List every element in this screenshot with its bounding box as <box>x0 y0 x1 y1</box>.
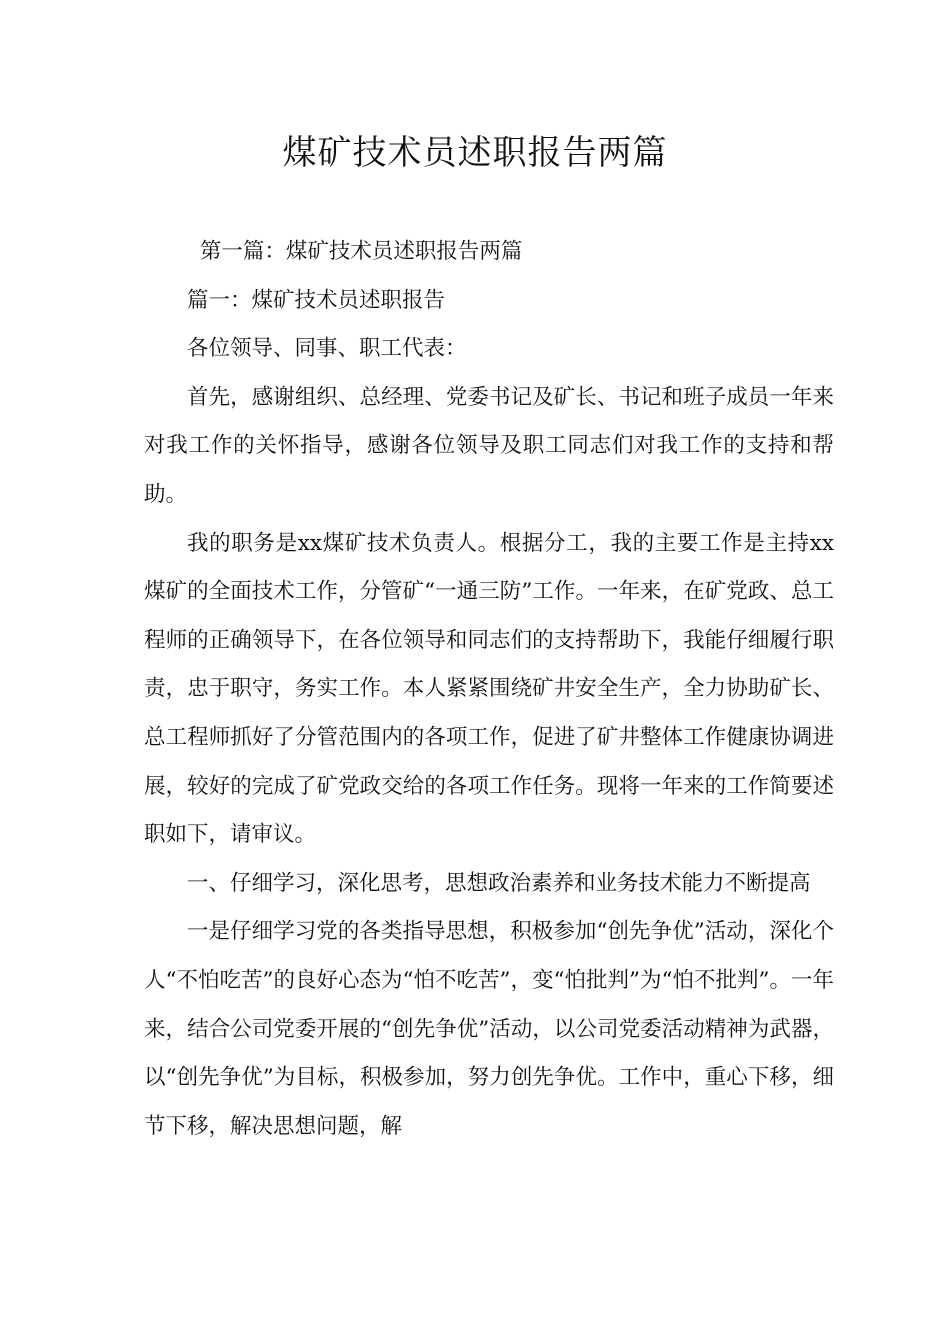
section-subtitle: 一、仔细学习，深化思考，思想政治素养和业务技术能力不断提高 <box>187 870 811 896</box>
document-title: 煤矿技术员述职报告两篇 <box>282 133 668 173</box>
article-heading: 篇一：煤矿技术员述职报告 <box>187 287 446 313</box>
body-paragraph: 首先，感谢组织、总经理、党委书记及矿长、书记和班子成员一年来对我工作的关怀指导，感谢各位领导及职工同志们对我工作的支持和帮助。 <box>144 384 834 507</box>
document-body <box>144 228 834 1151</box>
body-paragraph: 我的职务是xx煤矿技术负责人。根据分工，我的主要工作是主持xx煤矿的全面技术工作，分管矿“一通三防”工作。一年来，在矿党政、总工程师的正确领导下，在各位领导和同志们的支持帮助下，我能仔细履行职责，忠于职守，务实工作。本人紧紧围绕矿井安全生产，全力协助矿长、总工程师抓好了分管范围内的各项工作，促进了矿井整体工作健康协调进展，较好的完成了矿党政交给的各项工作任务。现将一年来的工作简要述职如下，请审议。 <box>144 530 834 848</box>
section-heading: 第一篇：煤矿技术员述职报告两篇 <box>199 239 523 264</box>
salutation: 各位领导、同事、职工代表： <box>187 336 467 362</box>
body-paragraph: 一是仔细学习党的各类指导思想，积极参加“创先争优”活动，深化个人“不怕吃苦”的良好心态为“怕不吃苦”，变“怕批判”为“怕不批判”。一年来，结合公司党委开展的“创先争优”活动，以公司党委活动精神为武器，以“创先争优”为目标，积极参加，努力创先争优。工作中，重心下移，细节下移，解决思想问题，解 <box>144 919 834 1139</box>
